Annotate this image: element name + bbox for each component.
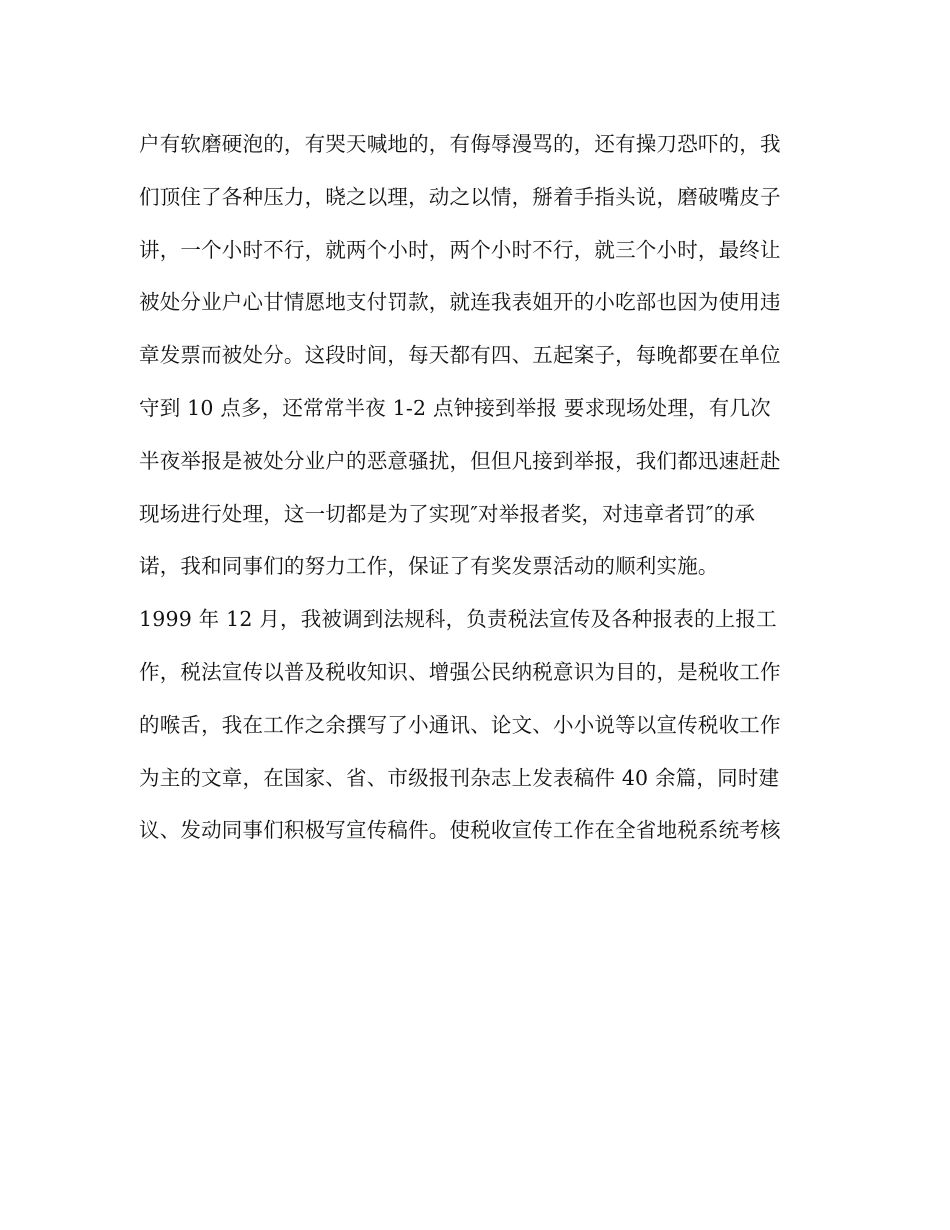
text-line: 半夜举报是被处分业户的恶意骚扰，但但凡接到举报，我们都迅速赶赴	[139, 448, 781, 473]
text-line: 现场进行处理，这一切都是为了实现″对举报者奖，对违章者罚″的承	[139, 501, 756, 526]
text-line: 议、发动同事们积极写宣传稿件。使税收宣传工作在全省地税系统考核	[139, 818, 781, 843]
text-line: 章发票而被处分。这段时间，每天都有四、五起案子，每晚都要在单位	[139, 343, 781, 368]
text-line: 讲，一个小时不行，就两个小时，两个小时不行，就三个小时，最终让	[139, 237, 781, 262]
text-line: 户有软磨硬泡的，有哭天喊地的，有侮辱漫骂的，还有操刀恐吓的，我	[139, 132, 781, 156]
text-line: 为主的文章，在国家、省、市级报刊杂志上发表稿件 40 余篇，同时建	[139, 765, 780, 790]
text-line: 诺，我和同事们的努力工作，保证了有奖发票活动的顺利实施。	[139, 554, 719, 579]
text-line: 被处分业户心甘情愿地支付罚款，就连我表姐开的小吃部也因为使用违	[139, 290, 781, 315]
text-line: 的喉舌，我在工作之余撰写了小通讯、论文、小小说等以宣传税收工作	[139, 712, 781, 737]
text-line: 作，税法宣传以普及税收知识、增强公民纳税意识为目的，是税收工作	[139, 659, 781, 684]
body-text	[139, 126, 819, 865]
text-line: 们顶住了各种压力，晓之以理，动之以情，掰着手指头说，磨破嘴皮子	[139, 184, 781, 209]
text-line: 守到 10 点多，还常常半夜 1-2 点钟接到举报 要求现场处理，有几次	[139, 395, 771, 420]
text-line: 1999 年 12 月，我被调到法规科，负责税法宣传及各种报表的上报工	[139, 607, 777, 632]
